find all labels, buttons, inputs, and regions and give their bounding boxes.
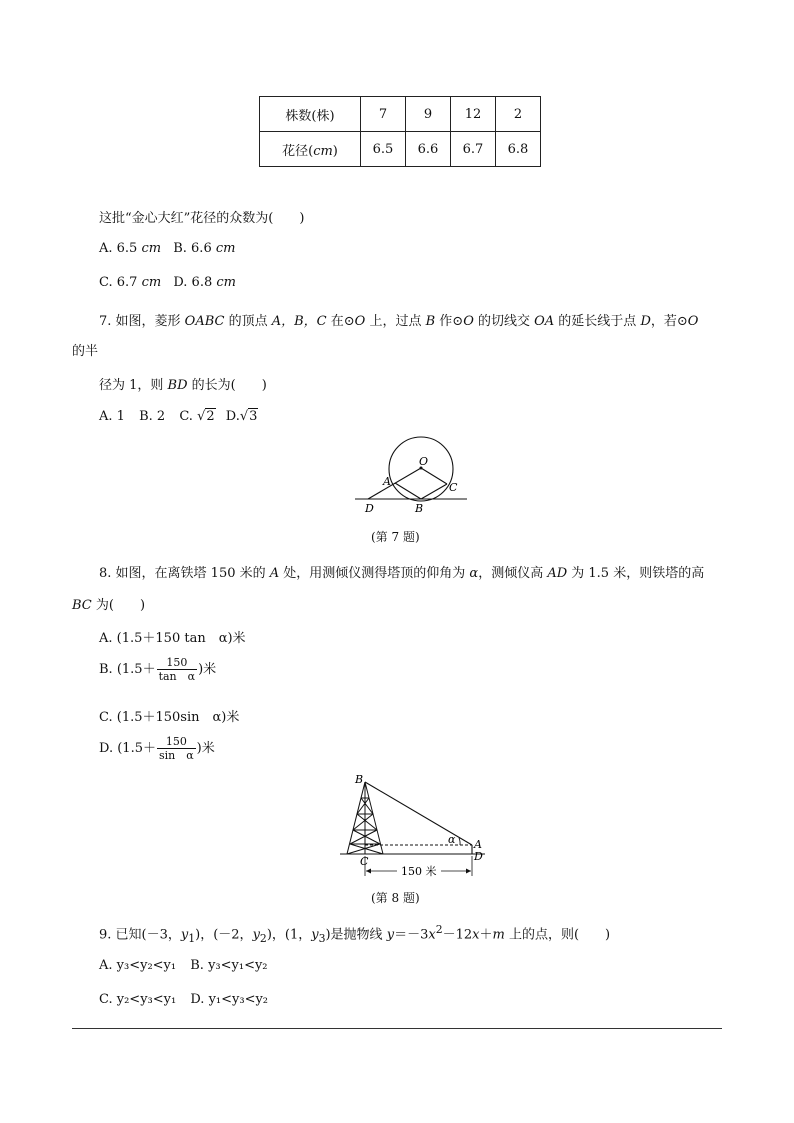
- arrow-right-icon: [466, 869, 471, 874]
- q8-option-d: D. (1.5＋ $\frac{150}{\text{sin α}}$ )米: [99, 735, 215, 762]
- flower-data-table: [259, 96, 541, 167]
- label-b: B: [415, 502, 424, 515]
- table-cell: 12: [451, 97, 496, 132]
- q9-option-b: B. y₃<y₁<y₂: [190, 958, 268, 973]
- q6-stem: 这批“金心大红”花径的众数为( ): [99, 211, 305, 226]
- table-cell: 7: [361, 97, 406, 132]
- table-row-header: 花径(cm): [260, 132, 361, 167]
- label-o: O: [419, 455, 429, 468]
- label-a: A: [383, 475, 391, 488]
- q6-option-d: D. 6.8 cm: [173, 275, 236, 290]
- q8-option-a: A. (1.5＋150 tan α)米: [99, 631, 246, 646]
- q7-stem-line1: 7. 如图，菱形 OABC 的顶点 A，B，C 在⊙O 上，过点 B 作⊙O 的切线交 OA 的延长线于点 D，若⊙O: [99, 314, 699, 329]
- label-distance: 150 米: [401, 865, 437, 878]
- q7-option-d: D.√3: [225, 409, 258, 424]
- label-d: D: [474, 850, 483, 863]
- label-a: A: [474, 838, 482, 851]
- q9-options-ab: [99, 958, 268, 973]
- label-c: C: [360, 855, 369, 868]
- q7-stem-line2: 的半: [72, 344, 99, 359]
- q8-caption: (第 8 题): [371, 891, 420, 905]
- q8-option-b: B. (1.5＋ $\frac{150}{\text{tan α}}$ )米: [99, 656, 217, 683]
- table-cell: 6.8: [496, 132, 541, 167]
- q7-option-c: C. √2: [179, 409, 215, 424]
- line-oc: [421, 468, 447, 484]
- table-cell: 6.6: [406, 132, 451, 167]
- arrow-left-icon: [366, 869, 371, 874]
- table-cell: 2: [496, 97, 541, 132]
- q7-options: [99, 409, 258, 424]
- q7-caption: (第 7 题): [371, 530, 420, 544]
- q6-option-b: B. 6.6 cm: [173, 241, 236, 256]
- q7-option-b: B. 2: [139, 409, 166, 424]
- q9-options-cd: [99, 992, 268, 1007]
- table-row: [260, 132, 541, 167]
- tower-icon: [347, 782, 383, 854]
- q9-option-a: A. y₃<y₂<y₁: [99, 958, 177, 973]
- q6-options-cd: [99, 275, 236, 290]
- angle-arc: [459, 838, 460, 845]
- table-cell: 9: [406, 97, 451, 132]
- q7-figure: [340, 436, 480, 516]
- label-b: B: [355, 773, 364, 786]
- q9-option-c: C. y₂<y₃<y₁: [99, 992, 177, 1007]
- q8-figure: [335, 770, 495, 882]
- q9-option-d: D. y₁<y₃<y₂: [190, 992, 269, 1007]
- q9-stem: 9. 已知(－3，$y_1$)，(－2，$y_2$)，(1，$y_3$)是抛物线 $y=-3x^2-12x+m$ 上的点，则( ): [99, 923, 611, 945]
- sight-line: [365, 782, 472, 845]
- q8-option-c: C. (1.5＋150sin α)米: [99, 710, 240, 725]
- table-cell: 6.5: [361, 132, 406, 167]
- label-d: D: [365, 502, 374, 515]
- table-row: [260, 97, 541, 132]
- q6-option-c: C. 6.7 cm: [99, 275, 162, 290]
- line-ab: [395, 483, 421, 499]
- q7-option-a: A. 1: [99, 409, 125, 424]
- q7-stem-line3: 径为 1，则 BD 的长为( ): [99, 378, 267, 393]
- q6-options-ab: [99, 241, 235, 256]
- label-alpha: α: [448, 833, 456, 846]
- page-footer-rule: [72, 1028, 722, 1029]
- label-c: C: [449, 481, 458, 494]
- table-row-header: 株数(株): [260, 97, 361, 132]
- q8-stem-line1: 8. 如图，在离铁塔 150 米的 A 处，用测倾仪测得塔顶的仰角为 α，测倾仪高 AD 为 1.5 米，则铁塔的高: [99, 566, 705, 581]
- q8-stem-line2: BC 为( ): [72, 598, 146, 613]
- table-cell: 6.7: [451, 132, 496, 167]
- q6-option-a: A. 6.5 cm: [99, 241, 162, 256]
